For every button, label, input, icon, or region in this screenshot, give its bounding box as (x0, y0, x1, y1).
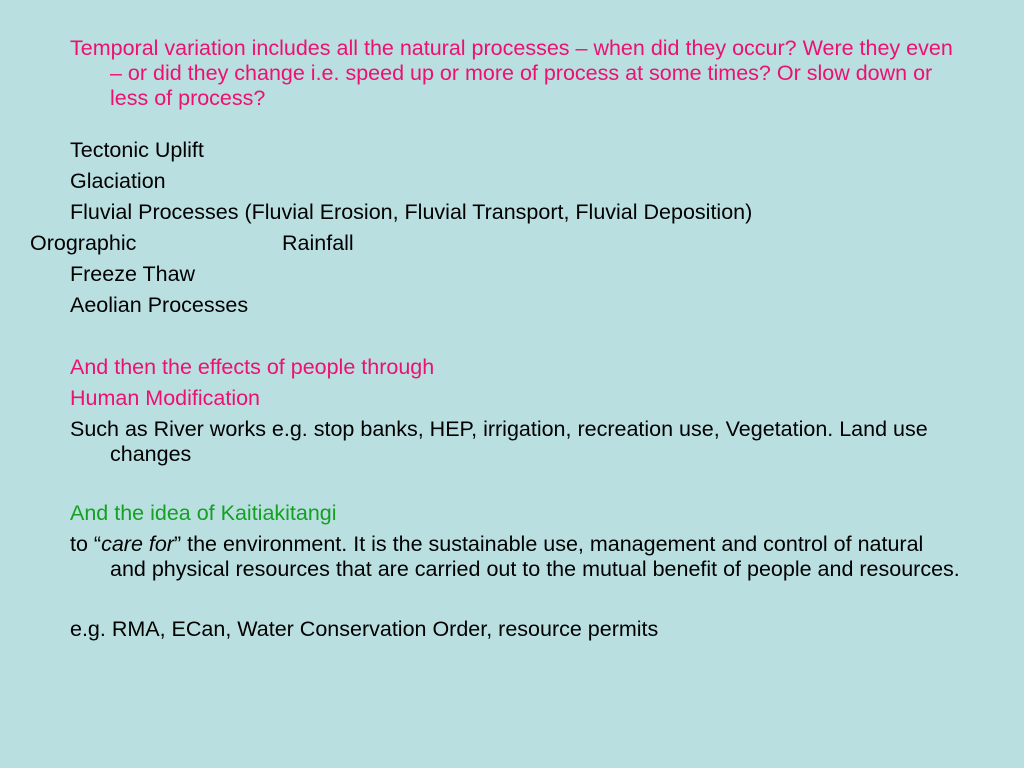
care-for-emphasis: care for (101, 532, 174, 556)
process-aeolian: Aeolian Processes (70, 293, 249, 317)
examples-line: e.g. RMA, ECan, Water Conservation Order, resource permits (70, 617, 659, 641)
kaitiakitanga-suffix: ” the environment. It is the sustainable use, management and control of natural and physical resources that are carried out to the mutual benefit of people and resources. (110, 532, 960, 581)
intro-text: Temporal variation includes all the natural processes – when did they occur? Were they even – or did they change i.e. speed up or more of process at some times? Or slow down or less of process? (70, 36, 953, 110)
orographic-label: Orographic (30, 231, 137, 255)
process-glaciation: Glaciation (70, 169, 166, 193)
rainfall-label: Rainfall (282, 231, 354, 255)
kaitiakitanga-heading: And the idea of Kaitiakitangi (70, 501, 337, 525)
process-orographic-rainfall (30, 231, 960, 256)
slide-content (30, 36, 960, 642)
process-fluvial: Fluvial Processes (Fluvial Erosion, Fluvial Transport, Fluvial Deposition) (70, 200, 753, 224)
process-freeze-thaw: Freeze Thaw (70, 262, 196, 286)
human-heading-2: Human Modification (70, 386, 261, 410)
human-heading-1: And then the effects of people through (70, 355, 435, 379)
process-tectonic-uplift: Tectonic Uplift (70, 138, 204, 162)
kaitiakitanga-prefix: to “ (70, 532, 102, 556)
human-examples: Such as River works e.g. stop banks, HEP, irrigation, recreation use, Vegetation. Land use changes (70, 417, 928, 466)
kaitiakitanga-definition (70, 532, 960, 582)
